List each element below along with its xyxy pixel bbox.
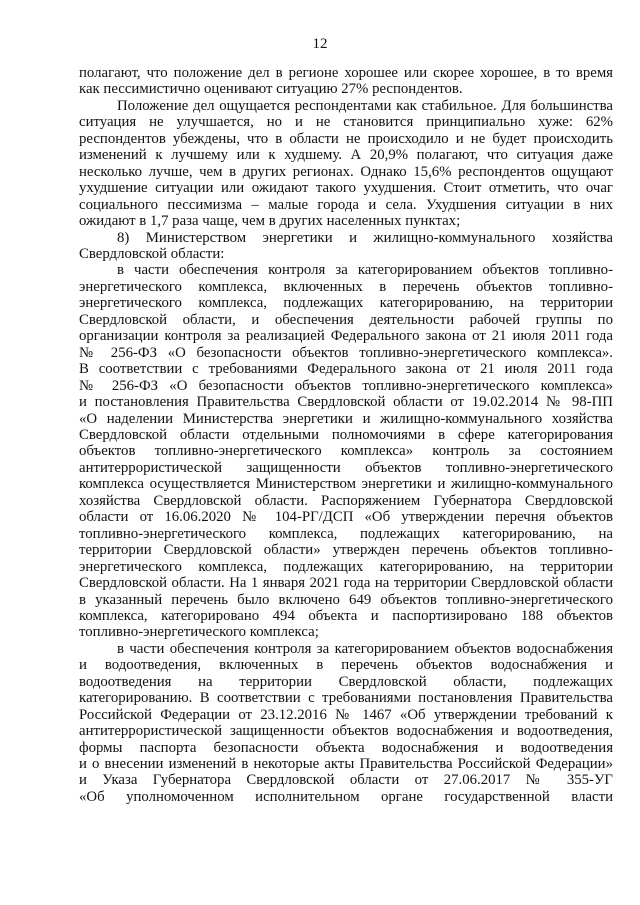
text-line: социального пессимизма – малые города и села. Ухудшения ситуации в них (79, 196, 613, 213)
text-line: респондентов убеждены, что в области не происходило и не будет происходить (79, 130, 613, 147)
text-line: категорированию. В соответствии с требованиями постановления Правительства (79, 690, 613, 707)
text-line: энергетического комплекса, подлежащих категорированию, на территории (79, 295, 613, 312)
text-line: хозяйства Свердловской области. Распоряжением Губернатора Свердловской (79, 492, 613, 509)
text-line: антитеррористической защищенности объектов топливно-энергетического (79, 459, 613, 476)
text-line: ожидают в 1,7 раза чаще, чем в других населенных пунктах; (79, 213, 461, 230)
text-line: в указанный перечень было включено 649 объектов топливно-энергетического (79, 591, 613, 608)
text-line: 8) Министерством энергетики и жилищно-коммунального хозяйства (117, 229, 613, 246)
text-line: В соответствии с требованиями Федерального закона от 21 июля 2011 года (79, 361, 613, 378)
text-line: энергетического комплекса, подлежащих категорированию, на территории (79, 558, 613, 575)
text-line: несколько лучше, чем в других регионах. Однако 15,6% респондентов ощущают (79, 163, 613, 180)
text-line: комплекса осуществляется Министерством энергетики и жилищно-коммунального (79, 476, 613, 493)
text-line: комплекса, категорировано 494 объекта и паспортизировано 188 объектов (79, 607, 613, 624)
text-line: в части обеспечения контроля за категорированием объектов водоснабжения (117, 640, 613, 657)
text-line: Российской Федерации от 23.12.2016 № 1467 «Об утверждении требований к (79, 706, 613, 723)
text-line: Свердловской области: (79, 245, 225, 262)
text-line: топливно-энергетического комплекса, подлежащих категорированию, на (79, 525, 613, 542)
text-line: как пессимистично оценивают ситуацию 27% респондентов. (79, 81, 463, 98)
text-line: ситуация не улучшается, но и не становится принципиально хуже: 62% (79, 114, 613, 131)
text-line: и о внесении изменений в некоторые акты Правительства Российской Федерации» (79, 756, 613, 773)
text-line: ухудшение ситуации или ожидают такого ухудшения. Стоит отметить, что очаг (79, 180, 613, 197)
text-line: области от 16.06.2020 № 104-РГ/ДСП «Об утверждении перечня объектов (79, 509, 613, 526)
text-line: Свердловской области, и обеспечения деятельности рабочей группы по (79, 311, 613, 328)
text-line: топливно-энергетического комплекса; (79, 624, 319, 641)
text-line: организации контроля за реализацией Федерального закона от 21 июля 2011 года (79, 328, 613, 345)
text-line: Положение дел ощущается респондентами как стабильное. Для большинства (117, 97, 613, 114)
text-line: водоотведения на территории Свердловской области, подлежащих (79, 673, 613, 690)
page-number: 12 (312, 36, 328, 52)
text-line: и постановления Правительства Свердловской области от 19.02.2014 № 98-ПП (79, 394, 613, 411)
document-body (79, 65, 613, 805)
text-line: Свердловской области отдельными полномочиями в сфере категорирования (79, 426, 613, 443)
text-line: антитеррористической защищенности объектов водоснабжения и водоотведения, (79, 723, 613, 740)
text-line: «Об уполномоченном исполнительном органе государственной власти (79, 788, 613, 805)
text-line: в части обеспечения контроля за категорированием объектов топливно- (117, 262, 613, 279)
text-line: объектов топливно-энергетического комплекса» контроль за состоянием (79, 443, 613, 460)
text-line: и Указа Губернатора Свердловской области от 27.06.2017 № 355-УГ (79, 772, 613, 789)
text-line: Свердловской области. На 1 января 2021 года на территории Свердловской области (79, 575, 613, 592)
text-line: и водоотведения, включенных в перечень объектов водоснабжения и (79, 657, 613, 674)
text-line: формы паспорта безопасности объекта водоснабжения и водоотведения (79, 739, 613, 756)
text-line: изменений к лучшему или к худшему. А 20,9% полагают, что ситуация даже (79, 147, 613, 164)
text-line: энергетического комплекса, включенных в перечень объектов топливно- (79, 278, 613, 295)
text-line: территории Свердловской области» утвержден перечень объектов топливно- (79, 542, 613, 559)
text-line: «О наделении Министерства энергетики и жилищно-коммунального хозяйства (79, 410, 613, 427)
text-line: полагают, что положение дел в регионе хорошее или скорее хорошее, в то время (79, 65, 613, 81)
text-line: № 256-ФЗ «О безопасности объектов топливно-энергетического комплекса». (79, 344, 613, 361)
text-line: № 256-ФЗ «О безопасности объектов топливно-энергетического комплекса» (79, 377, 613, 394)
